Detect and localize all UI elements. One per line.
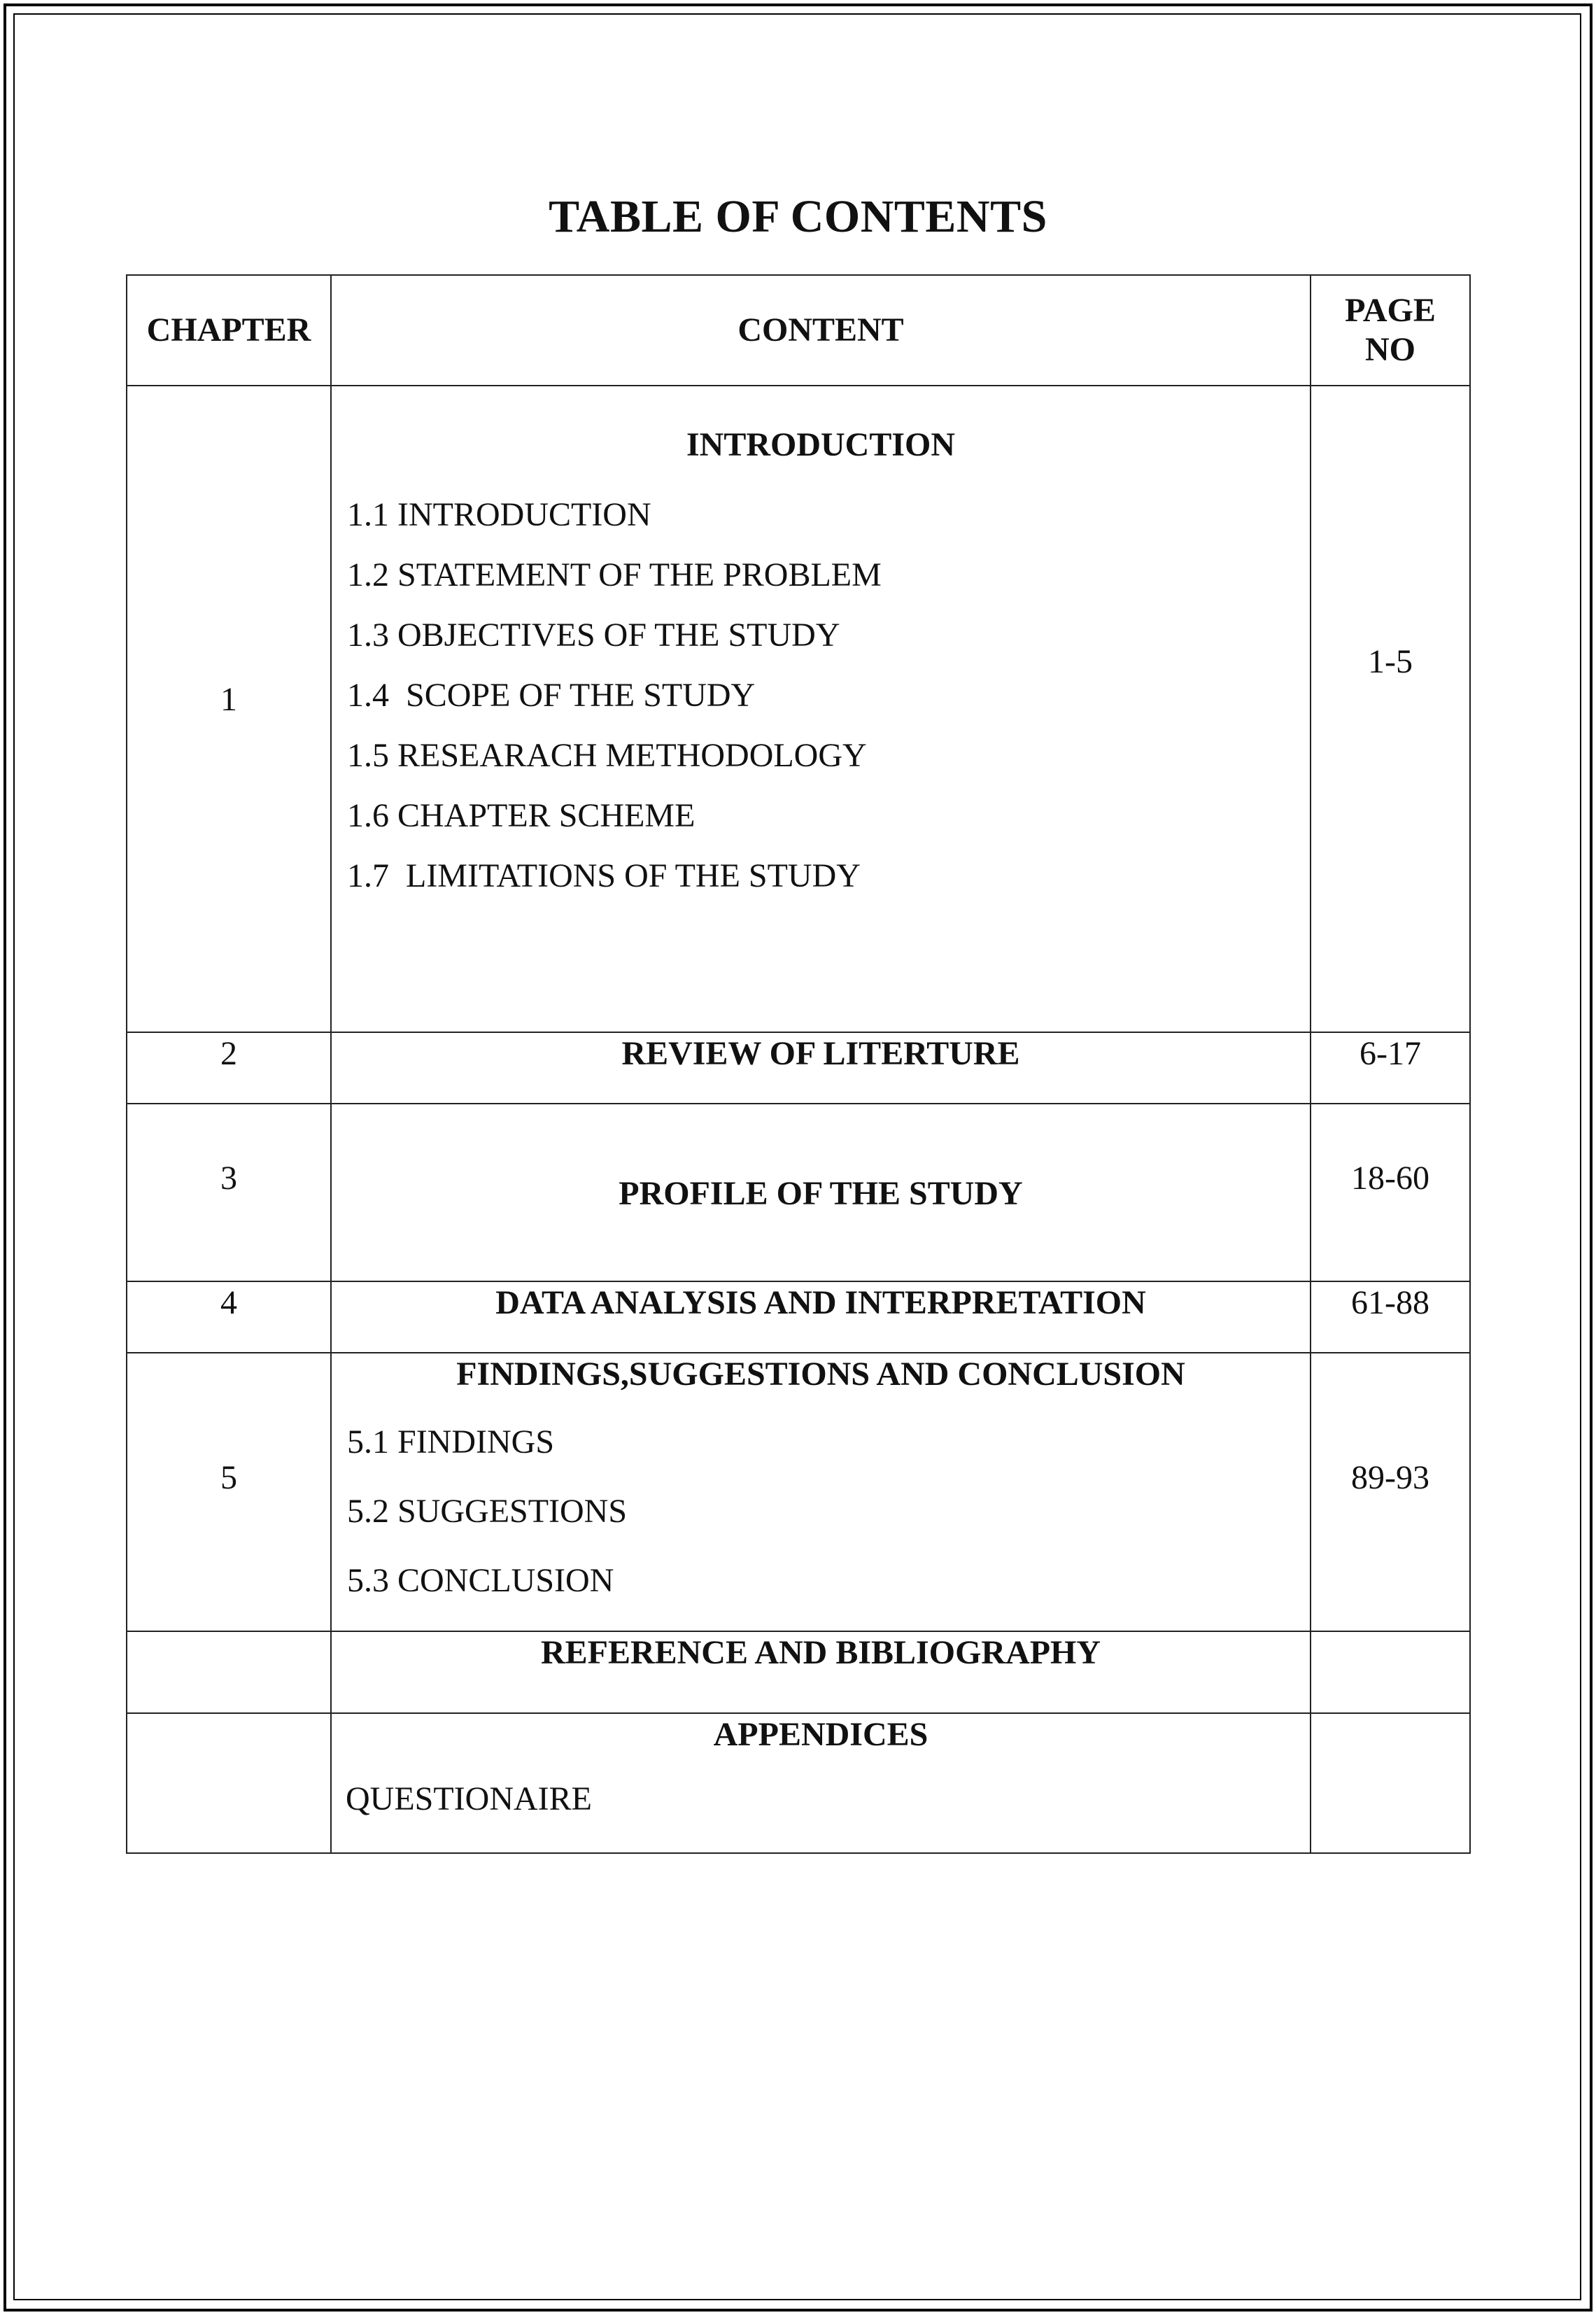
content-cell <box>331 1104 1311 1281</box>
section-heading: DATA ANALYSIS AND INTERPRETATION <box>495 1284 1146 1321</box>
page-cell <box>1311 1281 1470 1353</box>
list-item: 5.1 FINDINGS <box>347 1423 555 1461</box>
chapter-cell <box>127 1631 331 1713</box>
page-cell <box>1311 1104 1470 1281</box>
chapter-cell <box>127 1032 331 1104</box>
section-heading: PROFILE OF THE STUDY <box>619 1175 1023 1212</box>
column-header-content: CONTENT <box>331 275 1311 386</box>
page-title: TABLE OF CONTENTS <box>549 191 1047 242</box>
table-row <box>127 1631 1470 1713</box>
page-cell <box>1311 1353 1470 1631</box>
page-number: 61-88 <box>1351 1284 1429 1321</box>
page-number: 1-5 <box>1368 643 1413 680</box>
chapter-cell <box>127 386 331 1032</box>
chapter-number: 5 <box>220 1459 237 1496</box>
content-cell <box>331 1032 1311 1104</box>
table-row <box>127 1104 1470 1281</box>
list-item: 1.1 INTRODUCTION <box>347 496 651 533</box>
toc-table <box>126 274 1471 1854</box>
column-header-page <box>1311 275 1470 386</box>
table-row <box>127 1353 1470 1631</box>
list-item: 5.3 CONCLUSION <box>347 1562 614 1599</box>
chapter-cell <box>127 1281 331 1353</box>
page-cell <box>1311 1032 1470 1104</box>
list-item: 1.2 STATEMENT OF THE PROBLEM <box>347 556 882 593</box>
section-heading: APPENDICES <box>713 1716 928 1753</box>
column-header-chapter: CHAPTER <box>127 275 331 386</box>
content-cell <box>331 1631 1311 1713</box>
chapter-cell <box>127 1713 331 1853</box>
table-header-row <box>127 275 1470 386</box>
section-heading: REFERENCE AND BIBLIOGRAPHY <box>540 1634 1101 1671</box>
list-item: 1.7 LIMITATIONS OF THE STUDY <box>347 857 861 894</box>
list-item: QUESTIONAIRE <box>346 1780 592 1817</box>
content-cell <box>331 386 1311 1032</box>
section-heading: INTRODUCTION <box>686 426 956 463</box>
page-number: 6-17 <box>1360 1035 1421 1072</box>
list-item: 5.2 SUGGESTIONS <box>347 1493 628 1530</box>
section-heading: REVIEW OF LITERTURE <box>621 1035 1020 1072</box>
table-row <box>127 1281 1470 1353</box>
chapter-number: 3 <box>220 1160 237 1197</box>
table-row <box>127 386 1470 1032</box>
page-cell <box>1311 1713 1470 1853</box>
page-number: 89-93 <box>1351 1459 1429 1496</box>
table-row <box>127 1713 1470 1853</box>
section-heading: FINDINGS,SUGGESTIONS AND CONCLUSION <box>456 1356 1185 1393</box>
list-item: 1.6 CHAPTER SCHEME <box>347 797 695 834</box>
content-cell <box>331 1353 1311 1631</box>
list-item: 1.3 OBJECTIVES OF THE STUDY <box>347 617 840 654</box>
table-row <box>127 1032 1470 1104</box>
list-item: 1.5 RESEARACH METHODOLOGY <box>347 737 867 774</box>
chapter-cell <box>127 1353 331 1631</box>
chapter-number: 1 <box>220 681 237 718</box>
page-number: 18-60 <box>1351 1160 1429 1197</box>
list-item: 1.4 SCOPE OF THE STUDY <box>347 677 756 714</box>
page-cell <box>1311 1631 1470 1713</box>
column-header-page-text: PAGE NO <box>1345 292 1436 368</box>
content-cell <box>331 1713 1311 1853</box>
content-cell <box>331 1281 1311 1353</box>
chapter-number: 4 <box>220 1284 237 1321</box>
page-cell <box>1311 386 1470 1032</box>
chapter-number: 2 <box>220 1035 237 1072</box>
chapter-cell <box>127 1104 331 1281</box>
